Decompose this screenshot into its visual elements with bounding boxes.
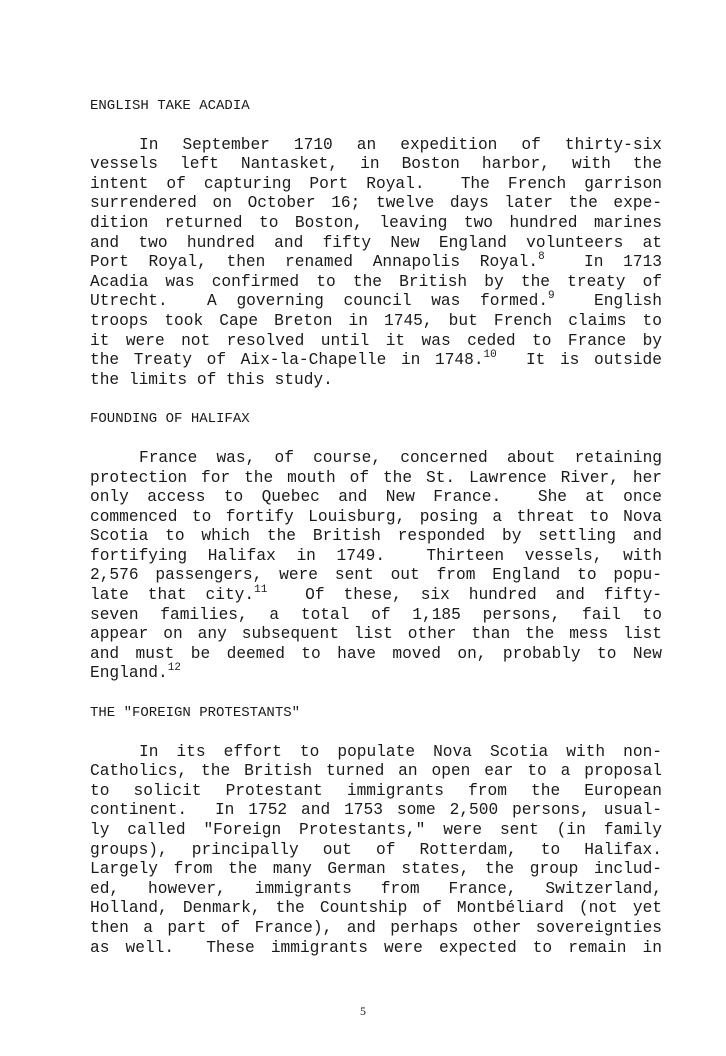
- text-line: fortifying Halifax in 1749. Thirteen vessels, with: [90, 546, 662, 565]
- footnote-ref-11: 11: [254, 584, 268, 597]
- text-line: Scotia to which the British responded by settling and: [90, 527, 662, 546]
- text-line: surrendered on October 16; twelve days later the expe-: [90, 194, 662, 213]
- section-heading-founding-of-halifax: FOUNDING OF HALIFAX: [90, 411, 250, 428]
- paragraph-founding-of-halifax: [90, 449, 662, 684]
- text-line: ed, however, immigrants from France, Switzerland,: [90, 879, 662, 898]
- page-number: 5: [360, 1004, 366, 1018]
- text-line: and two hundred and fifty New England volunteers at: [90, 233, 662, 252]
- text-line: the Treaty of Aix-la-Chapelle in 1748.10 It is outside: [90, 349, 662, 370]
- text-line: intent of capturing Port Royal. The French garrison: [90, 174, 662, 193]
- text-line: and must be deemed to have moved on, probably to New: [90, 644, 662, 663]
- spacer: [90, 684, 662, 704]
- text-line: dition returned to Boston, leaving two hundred marines: [90, 213, 662, 232]
- section-heading-foreign-protestants: THE "FOREIGN PROTESTANTS": [90, 705, 301, 722]
- text-line: as well. These immigrants were expected to remain in: [90, 938, 662, 957]
- footnote-ref-10: 10: [483, 349, 497, 362]
- text-line: England.$^{12}$: [90, 662, 181, 683]
- paragraph-foreign-protestants: [90, 743, 662, 959]
- text-line: In September 1710 an expedition of thirty-six: [139, 135, 662, 154]
- text-line: seven families, a total of 1,185 persons, fail to: [90, 605, 662, 624]
- spacer: [90, 430, 662, 449]
- text-line: France was, of course, concerned about retaining: [139, 448, 662, 467]
- text-line: commenced to fortify Louisburg, posing a threat to Nova: [90, 507, 662, 526]
- text-line: Catholics, the British turned an open ear to a proposal: [90, 762, 662, 781]
- text-line: Holland, Denmark, the Countship of Montbéliard (not yet: [90, 899, 662, 918]
- text-line: groups), principally out of Rotterdam, to Halifax.: [90, 840, 662, 859]
- text-line: vessels left Nantasket, in Boston harbor, with the: [90, 155, 662, 174]
- text-line: Port Royal, then renamed Annapolis Royal.$^8$ In 1713: [90, 251, 662, 272]
- text-line: ly called "Foreign Protestants," were sent (in family: [90, 821, 662, 839]
- footnote-ref-9: 9: [548, 290, 555, 303]
- text-line: continent. In 1752 and 1753 some 2,500 persons, usual-: [90, 801, 662, 820]
- text-line: then a part of France), and perhaps other sovereignties: [90, 918, 662, 937]
- text-line: appear on any subsequent list other than the mess list: [90, 625, 662, 644]
- spacer: [90, 117, 662, 136]
- text-line: only access to Quebec and New France. She at once: [90, 488, 662, 507]
- text-line: to solicit Protestant immigrants from the European: [90, 781, 662, 800]
- text-line: troops took Cape Breton in 1745, but French claims to: [90, 311, 662, 330]
- text-line: Utrecht. A governing council was formed.$^9$ English: [90, 290, 662, 311]
- text-line: Largely from the many German states, the group includ-: [90, 860, 662, 879]
- text-line: the limits of this study.: [90, 370, 333, 389]
- footnote-ref-8: 8: [538, 251, 545, 264]
- text-line: Acadia was confirmed to the British by the treaty of: [90, 272, 662, 291]
- text-line: late that city.$^{11}$ Of these, six hundred and fifty-: [90, 584, 663, 605]
- paragraph-english-take-acadia: [90, 136, 662, 391]
- text-line: In its effort to populate Nova Scotia with non-: [139, 742, 662, 761]
- spacer: [90, 390, 662, 410]
- section-heading-english-take-acadia: ENGLISH TAKE ACADIA: [90, 98, 250, 114]
- spacer: [90, 724, 662, 743]
- text-line: 2,576 passengers, were sent out from England to popu-: [90, 566, 662, 585]
- text-line: protection for the mouth of the St. Lawrence River, her: [90, 468, 662, 487]
- text-line: it were not resolved until it was ceded to France by: [90, 331, 662, 350]
- document-page: [90, 97, 662, 958]
- footnote-ref-12: 12: [167, 662, 181, 675]
